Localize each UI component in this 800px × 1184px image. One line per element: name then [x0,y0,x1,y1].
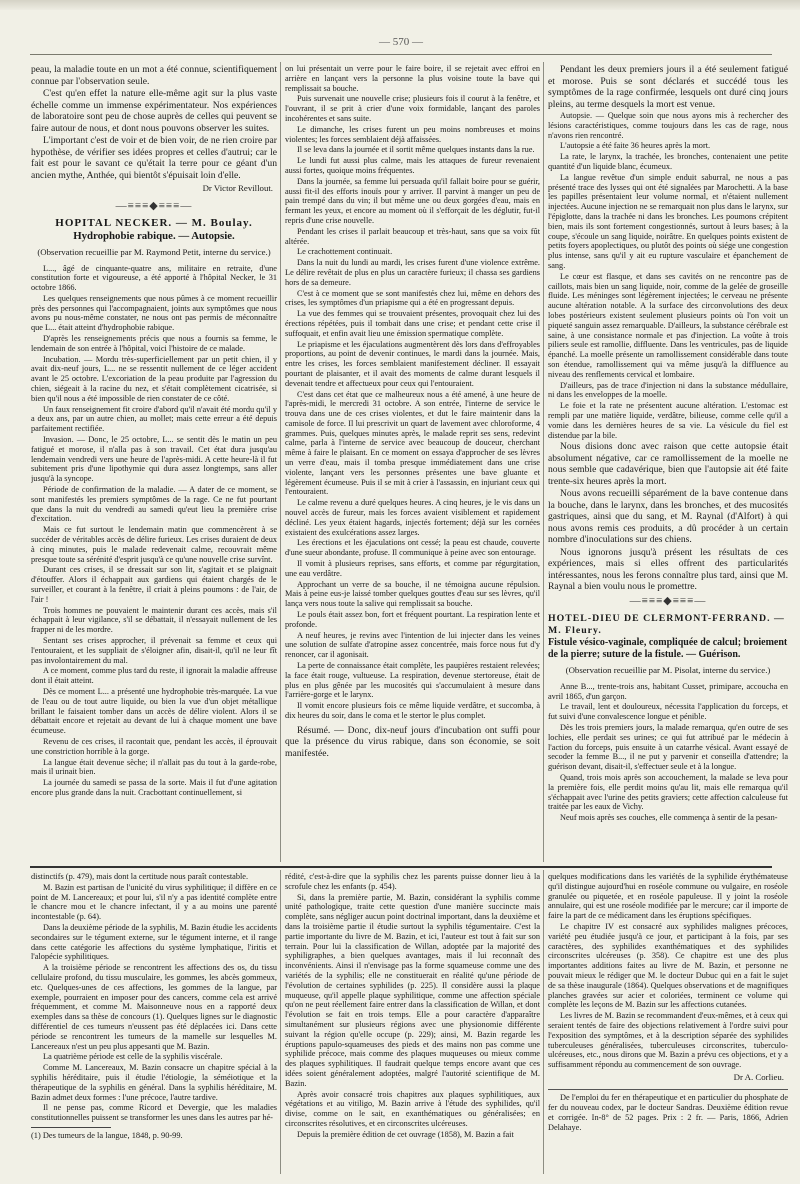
paragraph: Résumé. — Donc, dix-neuf jours d'incubation ont suffi pour que la présence du virus rabique, dans son économie, se soit manifestée. [285,724,540,759]
paragraph: Le pouls était assez bon, fort et fréquent pourtant. La respiration lente et profonde. [285,610,540,629]
paragraph: Les quelques renseignements que nous pûmes à ce moment recueillir près des personnes qui l'accompagnaient, joints aux symptômes que nous avons pu nous-même constater, ne nous ont pas permis de méconnaître que L... était atteint d'hydrophobie rabique. [31,293,277,333]
paragraph: C'est dans cet état que ce malheureux nous a été amené, à une heure de l'après-midi, le mercredi 31 octobre. A son entrée, l'interne de service le trouva dans une de ces crises violentes, et dut le faire maintenir dans la camisole de force. Il lui prescrivit un quart de lavement avec chloroforme, 4 grammes. Puis, quelques minutes après, le malade reprit ses sens, redevint calme, parla à l'interne de service avec beaucoup de douceur, cherchant même à faire le plaisant. En ce moment on essaya d'approcher de ses lèvres un verre d'eau, mais il tomba presque immédiatement dans une crise violente, lançant vers les personnes présentes une bave gluante et légèrement écumeuse. Puis il se mit à crier à l'assassin, en injuriant ceux qui l'entouraient. [285,389,540,497]
column-6 [548,872,788,1172]
paragraph: La langue était devenue sèche; il n'allait pas du tout à la garde-robe, mais il urinait bien. [31,757,277,777]
paragraph: L'autopsie a été faite 36 heures après la mort. [560,141,711,151]
paragraph: Si, dans la première partie, M. Bazin, considérant la syphilis comme unité pathologique, traite cette question d'une manière succincte mais complète, sans négliger aucun point doctrinal important, dans la deuxième et dans la troisième partie il étudie surtout la syphilis tégumentaire. C'est la partie importante du livre de M. Bazin, et ici, l'auteur est tout à fait sur son terrain. Pour lui la classification de Willan, adoptée par la majorité des syphiligraphes, a bien quelques avantages, mais il lui reconnaît des inconvénients. Ainsi il n'envisage pas la forme squameuse comme une des variétés de la syphilis; elle ne constituerait en réalité qu'une période de l'évolution de certaines syphilides (p. 225). Il considère aussi la plaque muqueuse, qu'il appelle plaque syphilitique, comme une affection spéciale qu'on ne peut réellement faire entrer dans la classification de Willan, et dont l'évolution se fait en trois temps. Elle a pour caractère d'apparaître simultanément sur plusieurs régions avec une physionomie différente suivant la région qu'elle occupe (p. 229); ainsi, M. Bazin regarde les éruptions papulo-squameuses des pieds et des mains non pas comme une syphilide précoce, mais comme des plaques muqueuses ou mieux comme des plaques syphilitiques. Il faudrait quelque temps encore avant que ces idées soient généralement adoptées, malgré l'autorité scientifique de M. Bazin. [285,892,540,1088]
paragraph: Le foie et la rate ne présentent aucune altération. L'estomac est rempli par une matière liquide, verdâtre, bilieuse, comme celle qu'il a vomie dans les dernières heures de sa vie. La vésicule du fiel est distendue par la bile. [548,401,788,440]
paragraph: Durant ces crises, il se dressait sur son lit, s'agitait et se plaignait d'étouffer. Alors il échappait aux gardiens qui étaient chargés de le surveiller, et courant à la fenêtre, il criait à pleins poumons : de l'air, de l'air ! [31,565,277,604]
paragraph: La rate, le larynx, la trachée, les bronches, contenaient une petite quantité d'un liquide blanc, écumeux. [548,152,788,171]
paragraph: Puis survenait une nouvelle crise; plusieurs fois il courut à la fenêtre, et l'ouvrant, il se prit à crier d'une voix formidable, lançant des paroles incohérentes et sans suite. [285,94,540,123]
column-3 [548,64,788,862]
paragraph: Dès les trois premiers jours, la malade remarqua, qu'en outre de ses lochies, elle perdait ses urines; ce qui fut attribué par le médecin à l'action du forceps, puis ensuite à un catarrhe vésical. Avant essayé de secoder la femme B..., il ne put y parvenir et conseilla d'attendre; la guérison devant, disait-il, s'effectuer seule et à la longue. [548,722,788,772]
ornament: —≡≡≡◆≡≡≡— [629,594,707,607]
paragraph: quelques modifications dans les variétés de la syphilide érythémateuse qu'il distingue aujourd'hui en roséole commune ou vulgaire, en roséole granulée ou piquetée, et en roséole papuleuse. Il y joint la roséole annulaire, qui est une roséole modifiée par le mercure; car il importe de faire la part de ce médicament dans les éruptions spécifiques. [548,872,788,921]
paragraph: Anne B..., trente-trois ans, habitant Cusset, primipare, accoucha en avril 1865, d'un garçon. [548,681,788,701]
paragraph: La journée du samedi se passa de la sorte. Mais il fut d'une agitation encore plus grande dans la nuit. Cracbottant continuellement, si [31,778,277,797]
paragraph: La langue revêtue d'un simple enduit saburral, ne nous a pas présenté trace des lysses qui ont été signalées par Marochetti. A la base les papilles présentaient leur volume normal, et n'étaient nullement injectées. Aucune injection ne se remarquait non plus dans le larynx, sur l'épiglotte, dans la trachée ni dans les bronches. Les poumons crépitent bien, mais ils sont fortement congestionnés, surtout à leurs bases; à la coupe, s'écoule un sang liquide, noirâtre. En quelques points existent de petits foyers apoplectiques, ou plutôt des points où siége une congestion plus intense, sans qu'il y ait eu rupture vasculaire et épanchement de sang. [548,172,788,270]
article-title: Hydrophobie rabique. — Autopsie. [73,229,235,242]
paragraph: rédité, c'est-à-dire que la syphilis chez les parents puisse donner lieu à la scrofule chez les enfants (p. 454). [285,872,540,891]
paragraph: Le lundi fut aussi plus calme, mais les attaques de fureur revenaient aussi fortes, quoique moins fréquentes. [285,156,540,175]
paragraph: Neuf mois après ses couches, elle commença à sentir de la pesan- [560,813,778,823]
paragraph: Pendant les crises il parlait beaucoup et très-haut, sans que sa voix fût altérée. [285,226,540,246]
paragraph: A la troisième période se rencontrent les affections des os, du tissu cellulaire profond, du tissu musculaire, les gommes, les abcès gommeux, etc. Quelques-unes de ces affections, les gommes de la langue, par exemple, pourraient en imposer pour des cancers, comme cela est arrivé fréquemment, et comme M. Maisonneuve nous en a rapporté deux exemples dans sa thèse de concours (1). Quelques lignes sur le diagnostic différentiel de ces tumeurs n'eussent pas été déplacées ici. Dans cette période se rencontrent les tumeurs de la mamelle sur lesquelles M. Lancereaux n'est un peu plus appesanti que M. Bazin. [31,963,277,1051]
footnote-rule [31,1127,111,1128]
paragraph: M. Bazin est partisan de l'unicité du virus syphilitique; il diffère en ce point de M. Lancereaux; et pour lui, s'il n'y a pas identité complète entre le chancre mou et le chancre infectant, il y a au moins une parenté incontestable (p. 64). [31,882,277,922]
paragraph: Comme M. Lancereaux, M. Bazin consacre un chapitre spécial à la syphilis héréditaire, puis il étudie l'étiologie, la séméiotique et la thérapeutique de la syphilis en général. Dans la syphilis héréditaire, M. Bazin admet deux formes : l'une précoce, l'autre tardive. [31,1063,277,1102]
paragraph: Autopsie. — Quelque soin que nous ayons mis à rechercher des lésions caractéristiques, comme toujours dans les cas de rage, nous n'avons rien rencontré. [548,111,788,140]
notice-rule [548,1089,788,1090]
paragraph: La vue des femmes qui se trouvaient présentes, provoquait chez lui des érections répétées, puis il tombait dans une crise; et pendant cette crise il suffoquait, et enfin avait lieu une émission spermatique complète. [285,309,540,338]
footnote: (1) Des tumeurs de la langue, 1848, p. 90-99. [31,1130,183,1140]
header-rule [30,54,772,55]
paragraph: Dans la deuxième période de la syphilis, M. Bazin étudie les accidents secondaires sur le tégument externe, sur le tégument interne, et il range dans cette catégorie les affections du système lymphatique, l'iritis et l'alopécie syphilitiques. [31,922,277,962]
observation-note: (Observation recueillie par M. Raymond Petit, interne du service.) [37,247,271,257]
paragraph: D'ailleurs, pas de trace d'injection ni dans la substance médullaire, ni dans les enveloppes de la moelle. [548,380,788,400]
paragraph: Le chapitre IV est consacré aux syphilides malignes précoces, variété peu étudiée jusqu'à ce jour, et participant à la fois, par ses caractères, des syphilides exanthématiques et des syphilides circonscrites ulcéreuses (p. 358). Ce chapitre est une des plus importantes additions faites au livre de M. Bazin, et personne ne pouvait mieux le rédiger que M. le docteur Dubuc qui en a fait le sujet de sa thèse inaugurale (1864). Quelques observations et de magnifiques planches gravées sur acier et coloriées, terminent ce volume qui complète les leçons de M. Bazin sur les affections cutanées. [548,921,788,1010]
section-heading: HOTEL-DIEU DE CLERMONT-FERRAND. — M. Fleury. [548,613,785,636]
column-rule [280,62,281,862]
paragraph: C'est à ce moment que se sont manifestés chez lui, même en dehors des crises, les symptômes d'un priapisme qui a été en progressant depuis. [285,288,540,308]
paragraph: Pendant les deux premiers jours il a été seulement fatigué et morose. Puis se sont déclarés et succédé tous les symptômes de la rage confirmée, lesquels ont duré cinq jours pleins, au terme desquels la mort est venue. [548,64,788,110]
paragraph: Nous disions donc avec raison que cette autopsie était absolument négative, car ce ramollissement de la moelle ne nous semble que cadavérique, bien que l'autopsie ait été faite trente-six heures après la mort. [548,441,788,487]
paragraph: Le cœur est flasque, et dans ses cavités on ne rencontre pas de caillots, mais bien un sang liquide, noir, comme de la gelée de groseille fluide. Les méninges sont légèrement injectées; le cerveau ne présente aucune altération notable. A la surface des circonvolutions des deux lobes postérieurs existent seulement plusieurs points où l'on voit un piqueté sanguin assez remarquable. D'ailleurs, la substance cérébrale est saine, à une consistance normale et pas d'injection. La voûte à trois piliers seule est ramollie, diffluente. Dans les ventricules, pas de liquide épanché. La moelle présente un ramollissement considérable dans toute son étendue, ramollissement qui va même jusqu'à la diffluence au niveau des renflements cervical et lombaire. [548,271,788,379]
paragraph: peau, la maladie toute en un mot a été connue, scientifiquement connue par l'observation seule. [31,64,277,87]
observation-note: (Observation recueillie par M. Pisolat, interne du service.) [565,665,771,676]
paragraph: Il ne pense pas, comme Ricord et Devergie, que les maladies constitutionnelles puissent se transformer les unes dans les autres par hé- [31,1103,277,1123]
section-heading: HOPITAL NECKER. — M. Boulay. [55,217,253,229]
paragraph: Mais ce fut surtout le lendemain matin que commencèrent à se succéder de véritables accès de délire furieux. Les crises duraient de deux à cinq minutes, puis le malade redevenait calme, recouvrait même presque toute sa sérénité d'esprit jusqu'à ce qu'une nouvelle crise survînt. [31,525,277,564]
column-1 [31,64,277,862]
paragraph: A ce moment, comme plus tard du reste, il ignorait la maladie affreuse dont il était atteint. [31,666,277,686]
paragraph: Après avoir consacré trois chapitres aux plaques syphilitiques, aux végétations et au vitiligo, M. Bazin arrive à l'étude des syphilides, qu'il divise, comme on le sait, en exanthématiques ou généralisées; en circonscrites résolutives, et en circonscrites ulcéreuses. [285,1089,540,1128]
paragraph: Le priapisme et les éjaculations augmentèrent dès lors dans d'effroyables proportions, au point de devenir continues, le mardi dans la journée. Mais, entre les crises, les forces semblaient manifestement décliner. Il essayait pourtant de plaisanter, et il avait des moments de calme durant lesquels il devenait tendre et affectueux pour ceux qui l'entouraient. [285,339,540,388]
paragraph: Les livres de M. Bazin se recommandent d'eux-mêmes, et à ceux qui seraient tentés de faire des objections relativement à l'ordre suivi pour l'exposition des symptômes, et à la description séparée des syphilides tuberculeuses généralisées, tuberculeuses circonscrites, tuberculo-ulcéreuses, etc., nous dirons que M. Bazin a prévu ces objections, et y a suffisamment répondu au commencement de son ouvrage. [548,1011,788,1070]
paragraph: Le travail, lent et douloureux, nécessita l'application du forceps, et fut suivi d'une convalescence longue et pénible. [548,702,788,722]
paragraph: Dans la nuit du lundi au mardi, les crises furent d'une violence extrême. Le délire revêtait de plus en plus un caractère furieux; il chassa ses gardiens hors de sa demeure. [285,258,540,287]
paragraph: Le calme revenu a duré quelques heures. A cinq heures, je le vis dans un nouvel accès de fureur, mais les forces avaient visiblement et rapidement décliné. Les yeux étaient hagards, injectés fortement; déjà sur les cornées existaient des exulcérations assez larges. [285,498,540,537]
paragraph: Le crachottement continuait. [297,247,393,257]
paragraph: Il se leva dans la journée et il sortit même quelques instants dans la rue. [297,145,535,155]
paragraph: Invasion. — Donc, le 25 octobre, L... se sentit dès le matin un peu fatigué et morose, il n'alla pas à son travail. Cet état dura jusqu'au lendemain vendredi vers une heure de l'après-midi. A cette heure-là il fut subitement pris d'une lipothymie qui dura assez longtemps, sans aller jusqu'à la syncope. [31,435,277,484]
paragraph: L'important c'est de voir et de bien voir, de ne rien croire par hypothèse, de vérifier ses idées propres et celles d'autrui; car le fait est pour le savant ce qu'était la terre pour ce géant d'un ancien mythe, Anthée, qui bientôt s'épuisait loin d'elle. [31,135,277,181]
column-rule [280,870,281,1174]
paragraph: Il vomit encore plusieurs fois ce même liquide verdâtre, et succomba, à dix heures du soir, dans le coma et le stertor le plus complet. [285,701,540,720]
paragraph: Depuis la première édition de cet ouvrage (1858), M. Bazin a fait [297,1129,514,1139]
paragraph: on lui présentait un verre pour le faire boire, il se rejetait avec effroi en arrière en lançant vers la personne la plus voisine toute la bave qui remplissait sa bouche. [285,64,540,93]
paragraph: Dans la journée, sa femme lui persuada qu'il fallait boire pour se guérir, aussi fit-il des efforts inouïs pour y arriver. Il parvint à manger un peu de pain trempé dans du vin; il but même une ou deux gorgées d'eau, mais en fermant les yeux, et encore au moment où il s'efforçait de les déglutir, fut-il repris d'une crise nouvelle. [285,176,540,225]
section-separator [30,866,772,868]
column-5 [285,872,540,1172]
paragraph: Approchant un verre de sa bouche, il ne témoigna aucune répulsion. Mais à peine eus-je laissé tomber quelques gouttes d'eau sur ses lèvres, qu'il lança vers nous toute la salive qui remplissait sa bouche. [285,579,540,609]
column-rule [543,870,544,1174]
column-2 [285,64,540,862]
author-signature: Dr A. Corlieu. [733,1071,784,1082]
top-bleed [0,0,800,10]
paragraph: Nous ignorons jusqu'à présent les résultats de ces expériences, mais si elles offrent des particularités intéressantes, nous les ferons connaître plus tard, ainsi que M. Raynal a bien voulu nous le promettre. [548,546,788,593]
paragraph: Les érections et les éjaculations ont cessé; la peau est chaude, couverte d'une sueur abondante, profuse. Il communique à peine avec son entourage. [285,538,540,558]
paragraph: La quatrième période est celle de la syphilis viscérale. [43,1052,223,1062]
paragraph: Quand, trois mois après son accouchement, la malade se leva pour la première fois, elle perdit moins qu'au lit, mais elle remarqua qu'il s'échappait avec l'urine des petits graviers; cette affection calculeuse fut traitée par les eaux de Vichy. [548,772,788,812]
paragraph: C'est qu'en effet la nature elle-même agit sur la plus vaste échelle comme un immense expérimentateur. Nos expériences de laboratoire sont peu de chose auprès de celles qui peuvent se faire autour de nous, et dont nous pouvons observer les suites. [31,88,277,134]
paragraph: Incubation. — Mordu très-superficiellement par un petit chien, il y avait dix-neuf jours, L... ne se ressentit nullement de ce léger accident avant le 25 octobre. L'excoriation de la peau produite par l'agression du chien, siégeait à la racine du nez, et s'était complètement cicatrisée, si bien qu'il nous a été impossible de rien constater de ce côté. [31,354,277,403]
paragraph: Sentant ses crises approcher, il prévenait sa femme et ceux qui l'entouraient, et les suppliait de s'éloigner afin, disait-il, qu'il ne leur fît pas involontairement du mal. [31,635,277,665]
paragraph: Revenu de ces crises, il racontait que, pendant les accès, il éprouvait une constriction horrible à la gorge. [31,736,277,756]
paragraph: distinctifs (p. 479), mais dont la certitude nous paraît contestable. [31,872,249,881]
page-number: — 570 — [379,36,423,48]
paragraph: Période de confirmation de la maladie. — A dater de ce moment, se sont manifestés les premiers symptômes de la rage. Ce ne fut pourtant que dans la nuit du vendredi au samedi qu'eut lieu la première crise d'excitation. [31,485,277,524]
paragraph: Il vomit à plusieurs reprises, sans efforts, et comme par régurgitation, une eau verdâtre. [285,559,540,578]
column-4 [31,872,277,1172]
page-header [30,36,772,50]
paragraph: A neuf heures, je revins avec l'intention de lui injecter dans les veines une solution de sulfate d'atropine assez concentrée, mais force nous fut d'y renoncer, car il agonisait. [285,630,540,660]
paragraph: L..., âgé de cinquante-quatre ans, militaire en retraite, d'une constitution forte et vigoureuse, a été apporté à l'hôpital Necker, le 31 octobre 1866. [31,263,277,293]
column-rule [543,62,544,862]
book-notice: De l'emploi du fer en thérapeutique et en particulier du phosphate de fer du nouveau codex, par le docteur Sandras. Deuxième édition revue et corrigée. In-8° de 52 pages. Prix : 2 fr. — Paris, 1866, Adrien Delahaye. [548,1093,788,1132]
paragraph: Dès ce moment L... a présenté une hydrophobie très-marquée. La vue de l'eau ou de tout autre liquide, ou bien la vue d'un objet métallique brillant le faisaient tomber dans un accès de délire violent. Alors il se débattait encore et rejetait au devant de lui à chaque moment une bave écumeuse. [31,686,277,736]
paragraph: Un faux renseignement fit croire d'abord qu'il n'avait été mordu qu'il y a deux ans, par un autre chien, au mollet; mais cette erreur a été depuis parfaitement rectifiée. [31,404,277,434]
paragraph: Trois hommes ne pouvaient le maintenir durant ces accès, mais s'il échappait à leur vigilance, s'il se débattait, il n'essayait nullement de les frapper ni de les mordre. [31,605,277,635]
paragraph: D'après les renseignements précis que nous a fournis sa femme, le lendemain de son entrée à l'hôpital, voici l'histoire de ce malade. [31,334,277,353]
author-signature: Dr Victor Revillout. [202,183,273,193]
article-title: Fistule vésico-vaginale, compliquée de calcul; broiement de la pierre; suture de la fistule. — Guérison. [548,637,788,660]
ornament: —≡≡≡◆≡≡≡— [115,199,193,212]
paragraph: Nous avons recueilli séparément de la bave contenue dans la bouche, dans le larynx, dans les bronches, et des mucosités gastriques, ainsi que du sang, et M. Raynal (d'Alfort) à qui nous avons remis ces produits, a dû procéder à un certain nombre d'inoculations sur des chiens. [548,488,788,546]
paragraph: La perte de connaissance était complète, les paupières restaient relevées; la face était rouge, vultueuse. La respiration, devenue stertoreuse, était de plus en plus gênée par les mucosités qui s'accumulaient à mesure dans l'arrière-gorge et le larynx. [285,661,540,700]
paragraph: Le dimanche, les crises furent un peu moins nombreuses et moins violentes; les forces semblaient déjà affaissées. [285,124,540,144]
